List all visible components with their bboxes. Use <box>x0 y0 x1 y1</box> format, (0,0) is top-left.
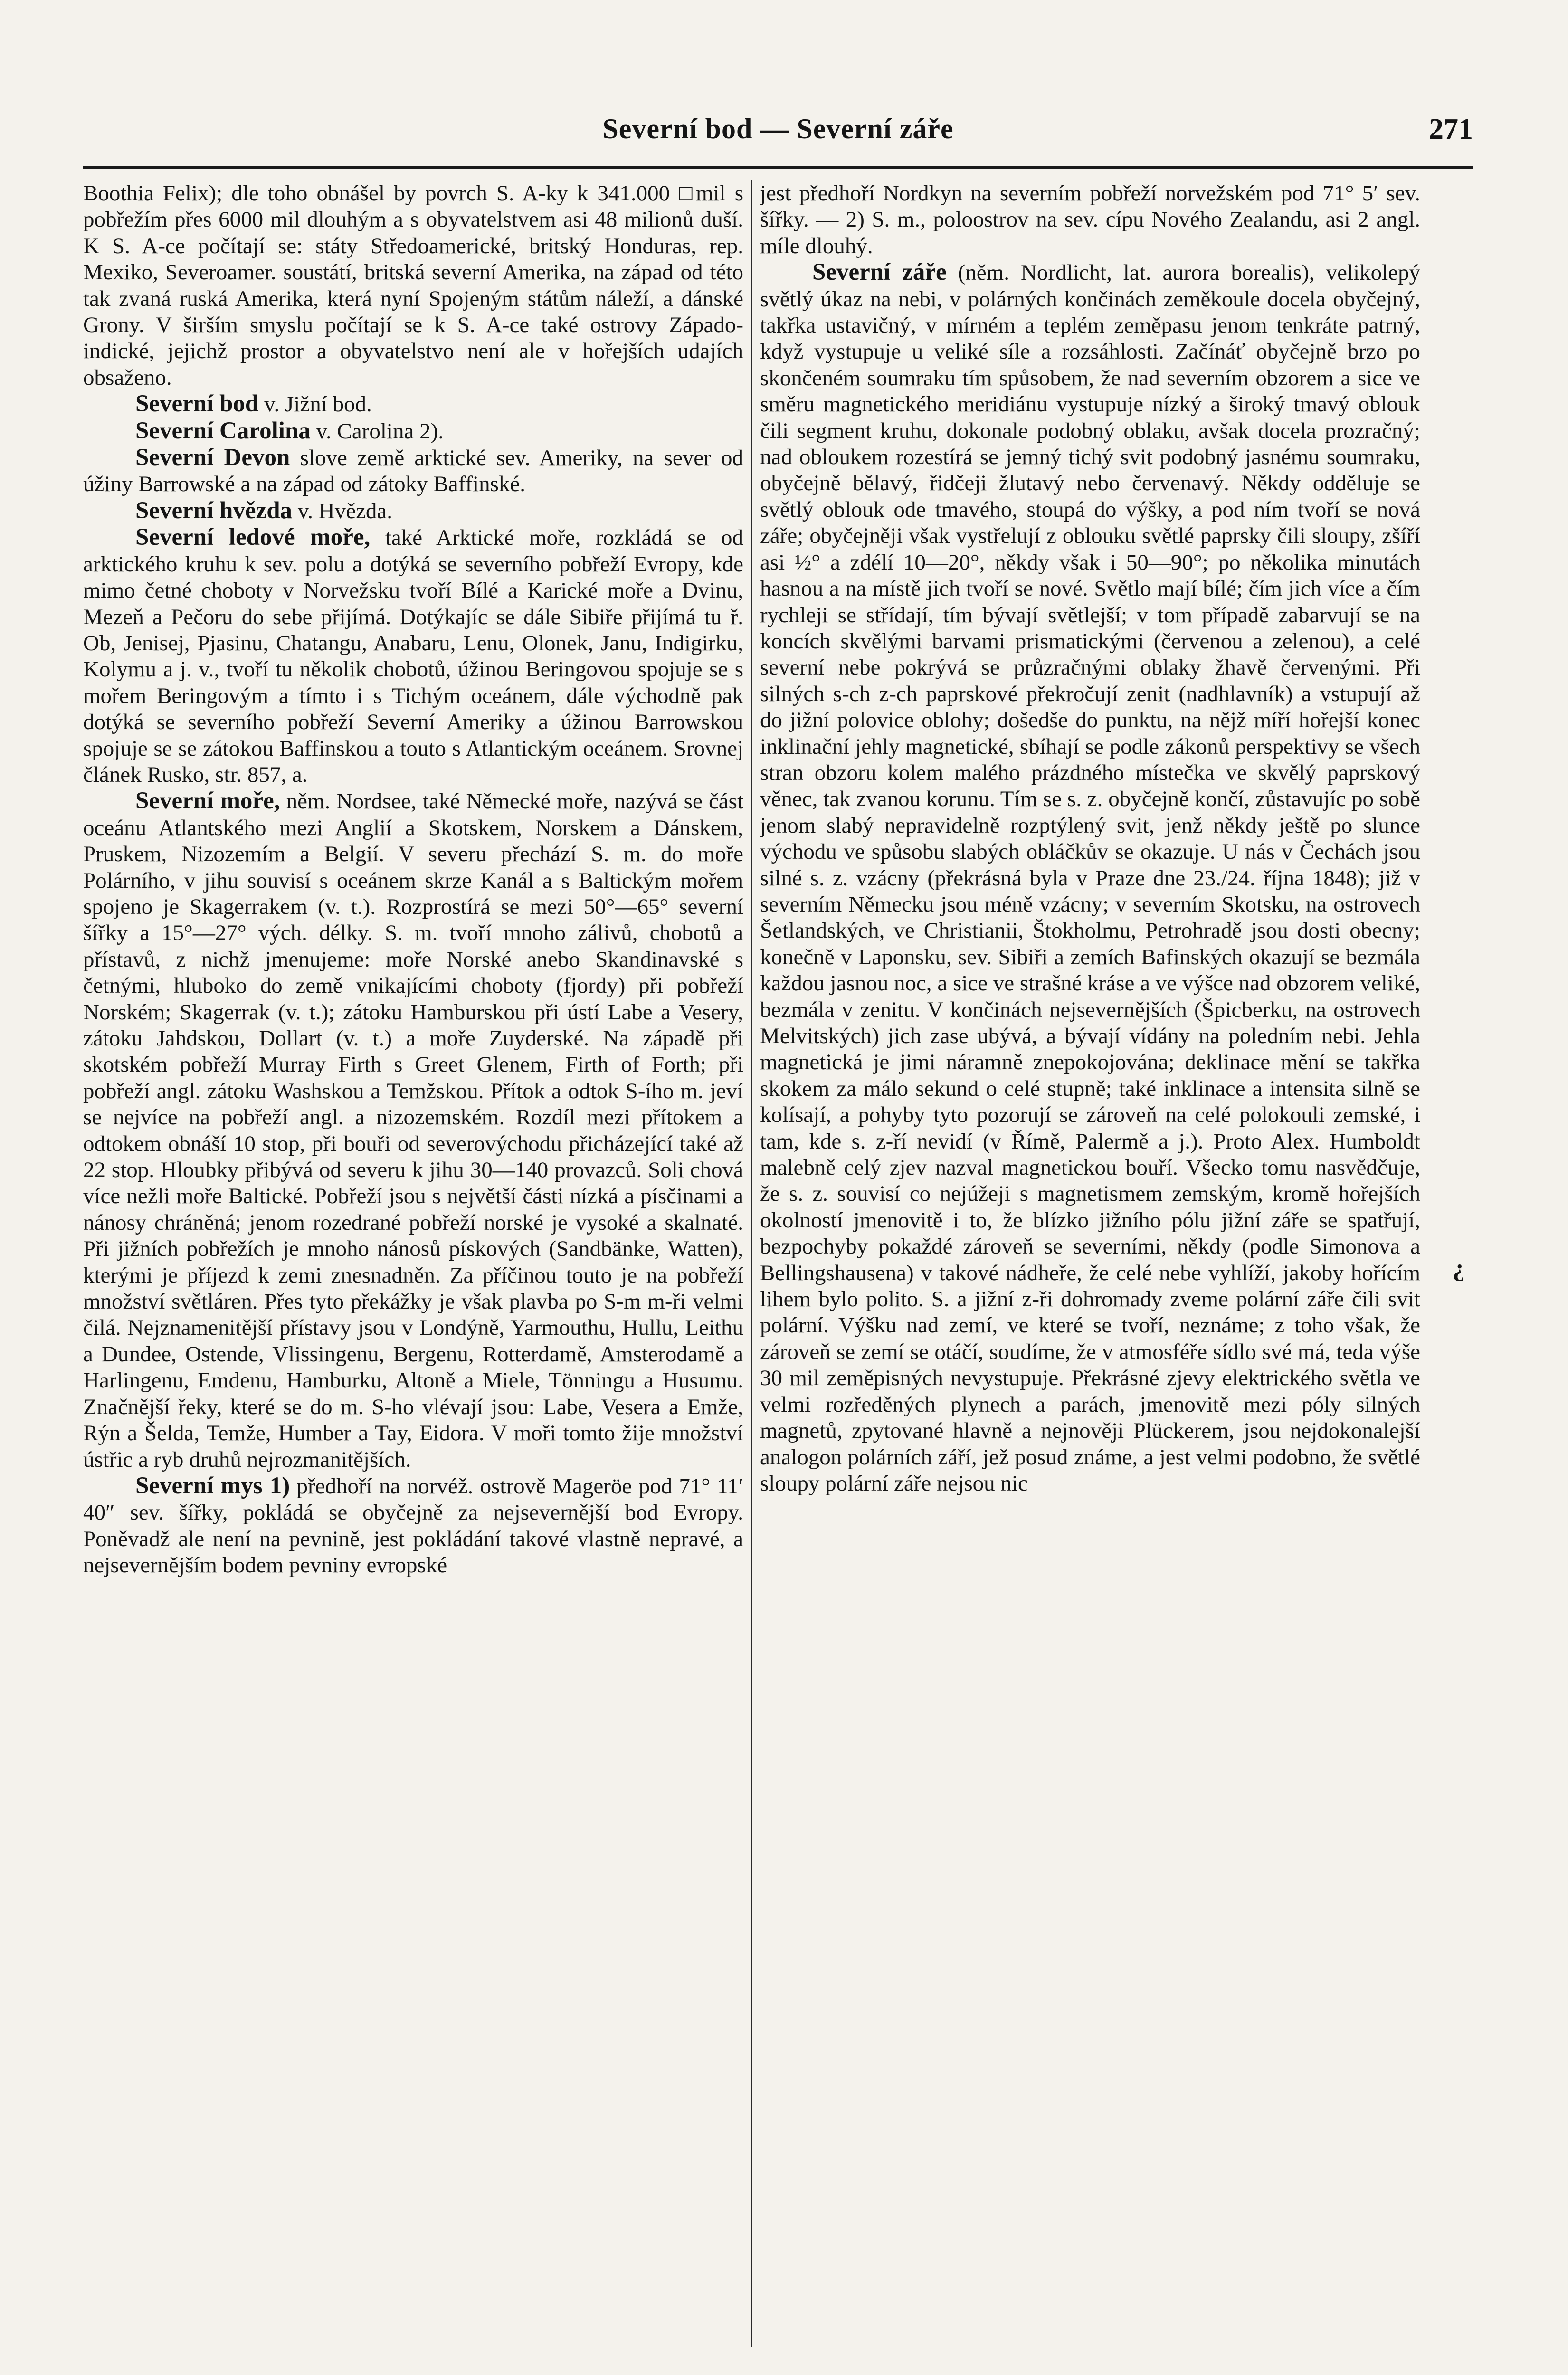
header-title: Severní bod — Severní záře <box>602 113 954 144</box>
entry-text: (něm. Nordlicht, lat. aurora borealis), velikolepý světlý úkaz na nebi, v polárných končinách zeměkoule docela obyčejný, takřka ustavičný, v mírném a teplém zeměpasu jenom tenkráte patrný, když vystupuje u veliké síle a rozsáhlosti. Začínáť obyčejně brzo po skončeném soumraku tím spůsobem, že nad severním obzorem a sice ve směru magnetického meridiánu vystupuje nízký a široký tmavý oblouk čili segment kruhu, dokonale podobný oblaku, avšak docela prozračný; nad obloukem rozestírá se jemný tichý svit podobný jasnému soumraku, obyčejně bělavý, řidčeji žlutavý nebo červenavý. Někdy odděluje se světlý oblouk ode tmavého, stoupá do výšky, a pod ním tvoří se nová záře; obyčejněji však vystřelují z oblouku světlé paprsky čili sloupy, zšíří asi ½° a zdélí 10—20°, někdy však i 50—90°; po několika minutách hasnou a na místě jich tvoří se nové. Světlo mají bílé; čím jich více a čím rychleji se střídají, tím bývají světlejší; v tom případě zabarvují se na koncích skvělými barvami prismatickými (červenou a zelenou), a celé severní nebe pokrývá se průzračnými oblaky žhavě červenými. Při silných s-ch z-ch paprskové překročují zenit (nadhlavník) a vstupují až do jižní polovice oblohy; došedše do punktu, na nějž míří hořejší konec inklinační jehly magnetické, sbíhají se podle zákonů perspektivy se všech stran obzoru kolem malého prázdného místečka ve skvělý paprskový věnec, tak zvanou korunu. Tím se s. z. obyčejně končí, zůstavujíc po sobě jenom slabý nepravidelně rozptýlený svit, jenž někdy ještě po slunce východu ve spůsobu slabých obláčkův se okazuje. U nás v Čechách jsou silné s. z. vzácny (překrásná byla v Praze dne 23./24. října 1848); již v severním Německu jsou méně vzácny; v severním Skotsku, na ostrovech Šetlandských, ve Christianii, Štokholmu, Petrohradě jsou dosti obecny; konečně v Laponsku, sev. Sibiři a zemích Bafinských okazují se bezmála každou jasnou noc, a sice ve strašné kráse a ve výšce nad obzorem veliké, bezmála v zenitu. V končinách nejsevernějších (Špicberku, na ostrovech Melvitských) jich zase ubývá, a bývají vídány na poledním nebi. Jehla magnetická je jimi náramně znepokojována; deklinace mění se takřka skokem za málo sekund o celé stupně; také inklinace a intensita silně se kolísají, a pohyby tyto pozorují se zároveň na celé polokouli zemské, i tam, kde s. z-ří nevidí (v Římě, Palermě a j.). Proto Alex. Humboldt malebně celý zjev nazval magnetickou bouří. Všecko tomu nasvědčuje, že s. z. souvisí co nejúžeji s magnetismem zemským, kromě hořejších okolností jmenovitě i to, že blízko jižního pólu jižní záře se spatřují, bezpochyby pokaždé zároveň se severními, někdy (podle Simonova a Bellingshausena) v takové nádheře, že celé nebe vyhlíží, jakoby hořícím lihem bylo polito. S. a jižní z-ři dohromady zveme polární záře čili svit polární. Výšku nad zemí, ve které se tvoří, neznáme; z toho však, že zároveň se zemí se otáčí, soudíme, že v atmosféře sídlo své má, teda výše 30 mil zeměpisných nevystupuje. Překrásné zjevy elektrického světla ve velmi rozředěných plynech a parách, jmenovitě mezi póly silných magnetů, zpytované hlavně a nejnověji Plückerem, jsou nejdokonalejší analogon polárních září, jež posud známe, a jest velmi podobno, že světlé sloupy polární záře nejsou nic <box>760 260 1420 1496</box>
entry-severni-more <box>83 788 743 1473</box>
entry-headword: Severní bod <box>135 390 259 418</box>
column-divider <box>751 180 752 2346</box>
entry-text: Boothia Felix); dle toho obnášel by povrch S. A-ky k 341.000 □mil s pobřežím přes 6000 mil dlouhým a s obyvatelstvem asi 48 milionů duší. K S. A-ce počítají se: státy Středoamerické, britský Honduras, rep. Mexiko, Severoamer. soustátí, britská severní Amerika, na západ od této tak zvaná ruská Amerika, která nyní Spojeným státům náleží, a dánské Grony. V širším smyslu počítají se k S. A-ce také ostrovy Západo-indické, jejichž prostor a obyvatelstvo není ale v hořejších udajích obsaženo. <box>83 181 743 390</box>
entry-headword: Severní Carolina <box>135 417 311 444</box>
running-header <box>83 107 1473 159</box>
entry-severni-ledove-more <box>83 524 743 788</box>
entry-text: slove země arktické sev. Ameriky, na sever od úžiny Barrowské a na západ od zátoky Baffinské. <box>83 446 743 497</box>
entry-text: v. Jižní bod. <box>264 392 372 417</box>
entry-headword: Severní záře <box>812 259 947 286</box>
entry-cont-b <box>760 180 1420 259</box>
entry-severni-bod <box>83 391 743 418</box>
entry-text: něm. Nordsee, také Německé moře, nazývá se část oceánu Atlantského mezi Anglií a Skotskem, Norskem a Dánskem, Pruskem, Nizozemím a Belgií. V severu přechází S. m. do moře Polárního, v jihu souvisí s oceánem skrze Kanál a s Baltickým mořem spojeno je Skagerrakem (v. t.). Rozprostírá se mezi 50°—65° severní šířky a 15°—27° vých. délky. S. m. tvoří mnoho zálivů, chobotů a přístavů, z nichž jmenujeme: moře Norské anebo Skandinavské s četnými, hluboko do země vnikajícími choboty (fjordy) při pobřeží Norském; Skagerrak (v. t.); zátoku Hamburskou při ústí Labe a Vesery, zátoku Jahdskou, Dollart (v. t.) a moře Zuyderské. Na západě při skotském pobřeží Murray Firth s Greet Glenem, Firth of Forth; při pobřeží angl. zátoku Washskou a Temžskou. Přítok a odtok S-ího m. jeví se nejvíce na pobřeží angl. a nizozemském. Rozdíl mezi přítokem a odtokem obnáší 10 stop, při bouři od severovýchodu přicházející také až 22 stop. Hloubky přibývá od severu k jihu 30—140 provazců. Soli chová více nežli moře Baltické. Pobřeží jsou s největší části nízká a písčinami a nánosy chráněná; jenom rozedrané pobřeží norské je vysoké a skalnaté. Při jižních pobřežích je mnoho nánosů pískových (Sandbänke, Watten), kterými je příjezd k zemi znesnadněn. Za příčinou touto je na pobřeží množství světláren. Přes tyto překážky je však plavba po S-m m-ři velmi čilá. Nejznamenitější přístavy jsou v Londýně, Yarmouthu, Hullu, Leithu a Dundee, Ostende, Vlissingenu, Bergenu, Rotterdamě, Amsterodamě a Harlingenu, Emdenu, Hamburku, Altoně a Miele, Tönningu a Husumu. Značnější řeky, které se do m. S-ho vlévají jsou: Labe, Vesera a Emže, Rýn a Šelda, Temže, Humber a Tay, Eidora. V moři tomto žije množství ústřic a ryb druhů nejrozmanitějších. <box>83 789 743 1472</box>
entry-severni-hvezda <box>83 498 743 524</box>
entry-headword: Severní ledové moře, <box>135 524 371 551</box>
page-number: 271 <box>1429 113 1473 145</box>
header-rule <box>83 166 1473 169</box>
entry-severni-zare <box>760 259 1420 1497</box>
entry-text: jest předhoří Nordkyn na severním pobřeží norvežském pod 71° 5′ sev. šířky. — 2) S. m., poloostrov na sev. cípu Nového Zealandu, asi 2 angl. míle dlouhý. <box>760 181 1420 258</box>
entry-severni-mys <box>83 1473 743 1579</box>
entry-severni-devon <box>83 445 743 498</box>
margin-mark: ¿ <box>1453 1254 1465 1282</box>
right-column <box>760 180 1420 2346</box>
entry-text: předhoří na norvéž. ostrově Mageröe pod 71° 11′ 40″ sev. šířky, pokládá se obyčejně za nejsevernější bod Evropy. Poněvadž ale není na pevnině, jest pokládání takové vlastně nepravé, a nejsevernějším bodem pevniny evropské <box>83 1473 743 1578</box>
entry-severni-carolina <box>83 418 743 445</box>
entry-headword: Severní Devon <box>135 444 290 471</box>
entry-text: v. Hvězda. <box>297 498 393 523</box>
entry-headword: Severní mys 1) <box>135 1472 290 1499</box>
entry-text: také Arktické moře, rozkládá se od arktického kruhu k sev. polu a dotýká se severního pobřeží Evropy, kde mimo četné choboty v Norvežsku tvoří Bílé a Karické moře a Dvinu, Mezeň a Pečoru do sebe přijímá. Dotýkajíc se dále Sibiře přijímá tu ř. Ob, Jenisej, Pjasinu, Chatangu, Anabaru, Lenu, Olonek, Janu, Indigirku, Kolymu a j. v., tvoří tu několik chobotů, úžinou Beringovou spojuje se s mořem Beringovým a tímto i s Tichým oceánem, dále východně pak dotýká se severního pobřeží Severní Ameriky a úžinou Barrowskou spojuje se se zátokou Baffinskou a touto s Atlantickým oceánem. Srovnej článek Rusko, str. 857, a. <box>83 525 743 787</box>
left-column <box>83 180 743 2346</box>
entry-text: v. Carolina 2). <box>316 418 444 444</box>
entry-cont-a <box>83 180 743 391</box>
entry-headword: Severní moře, <box>135 788 280 815</box>
entry-headword: Severní hvězda <box>135 497 293 524</box>
